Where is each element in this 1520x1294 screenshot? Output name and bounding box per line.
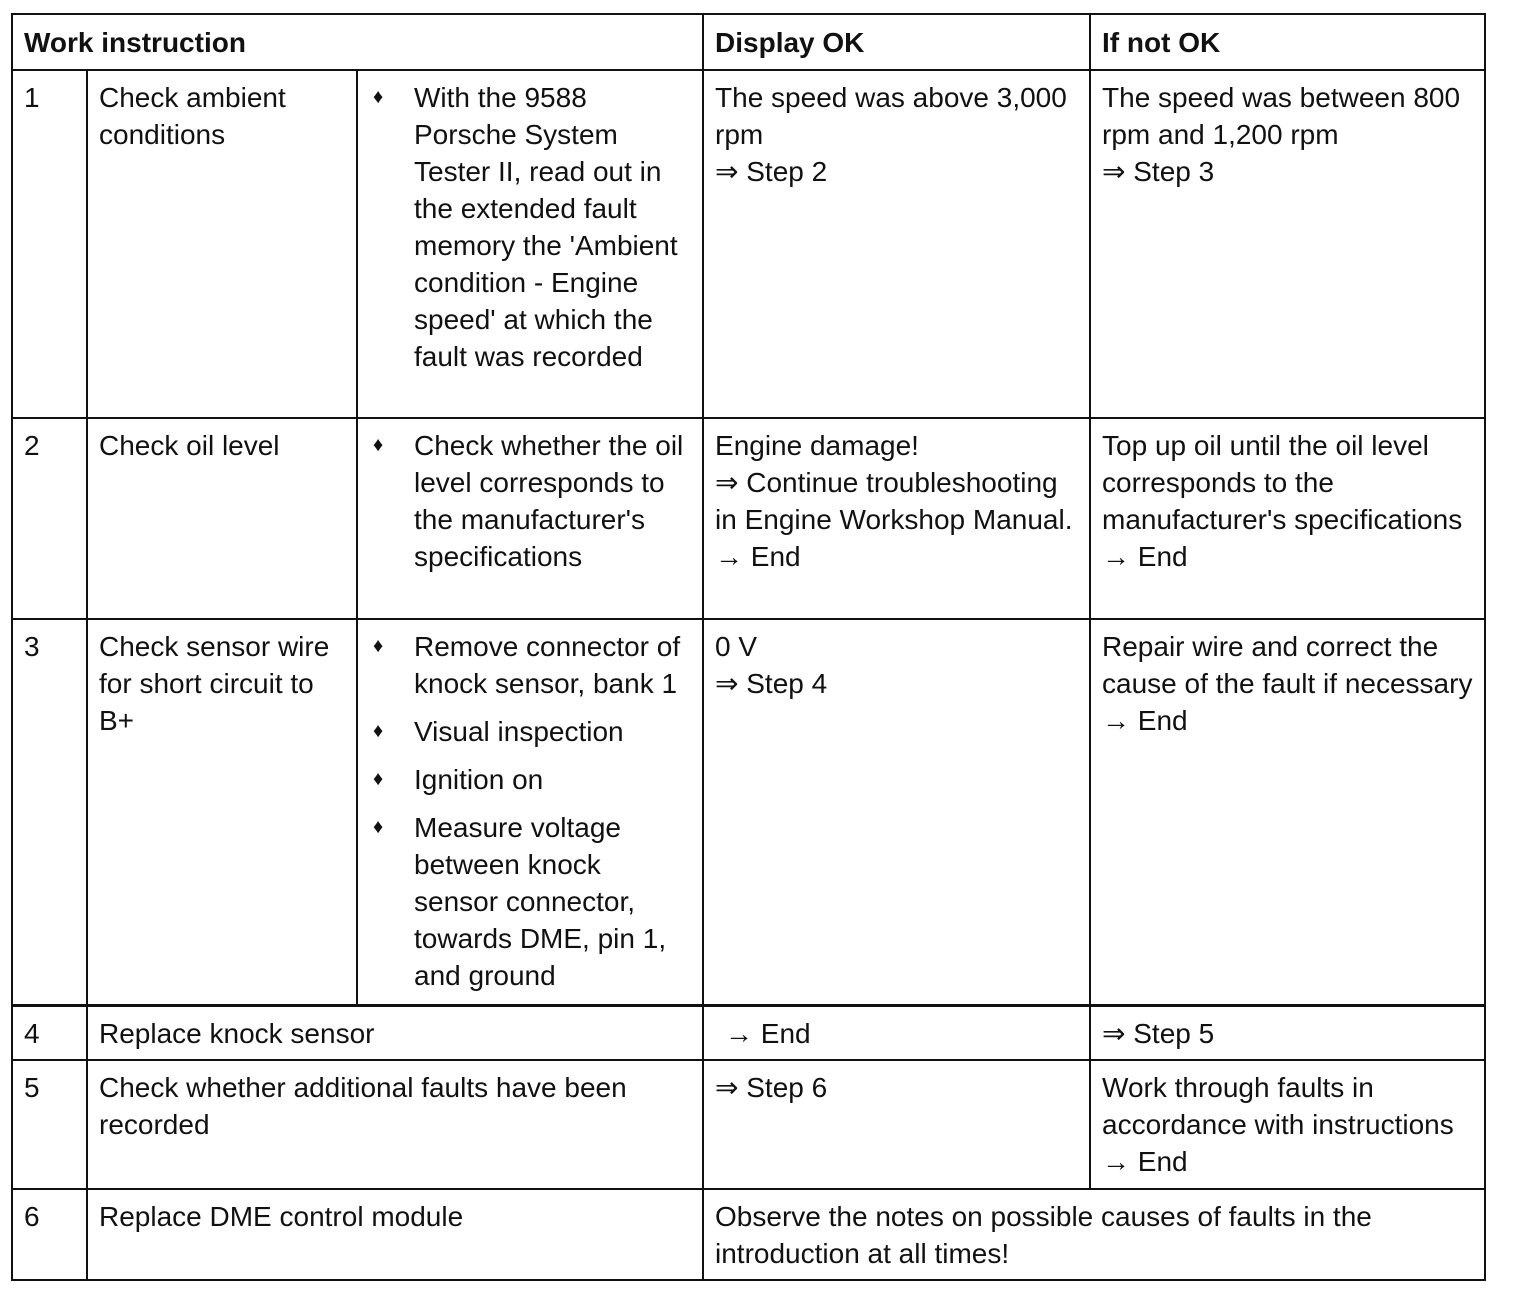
instruction-text: Measure voltage between knock sensor connector, towards DME, pin 1, and ground <box>414 812 667 991</box>
display-ok-cell <box>703 1005 1090 1060</box>
header-display-ok: Display OK <box>703 14 1090 70</box>
list-item <box>369 713 692 750</box>
not-ok-end: → End <box>1102 541 1188 572</box>
step-number: 1 <box>12 70 87 418</box>
display-ok-cell <box>703 70 1090 418</box>
list-item <box>369 809 692 994</box>
display-ok-cell <box>703 619 1090 1005</box>
not-ok-text: The speed was between 800 rpm and 1,200 rpm <box>1102 82 1461 150</box>
step-action: Replace DME control module <box>87 1189 703 1280</box>
diamond-bullet-icon: ♦ <box>373 434 384 456</box>
step-number: 6 <box>12 1189 87 1280</box>
step-instructions <box>357 70 703 418</box>
step-action: Check ambient conditions <box>87 70 357 418</box>
header-if-not-ok: If not OK <box>1090 14 1485 70</box>
instruction-text: Check whether the oil level corresponds to the manufacturer's specifications <box>414 430 684 572</box>
step-action: Check whether additional faults have been recorded <box>87 1060 703 1189</box>
general-note: Observe the notes on possible causes of faults in the introduction at all times! <box>703 1189 1485 1280</box>
instruction-text: With the 9588 Porsche System Tester II, read out in the extended fault memory the 'Ambient condition - Engine speed' at which the fault was recorded <box>414 82 678 372</box>
ok-next-step: ⇒ Step 6 <box>715 1072 828 1103</box>
ok-text: 0 V <box>715 631 758 662</box>
not-ok-cell <box>1090 1005 1485 1060</box>
ok-end: → End <box>725 1017 811 1049</box>
display-ok-cell <box>703 1060 1090 1189</box>
not-ok-end: → End <box>1102 705 1188 736</box>
step-number: 2 <box>12 418 87 619</box>
step-action: Replace knock sensor <box>87 1005 703 1060</box>
table-row <box>12 1005 1485 1060</box>
table-row <box>12 1060 1485 1189</box>
instruction-text: Visual inspection <box>414 716 624 747</box>
ok-text: Engine damage! <box>715 430 919 461</box>
list-item <box>369 427 692 575</box>
step-action: Check oil level <box>87 418 357 619</box>
step-action: Check sensor wire for short circuit to B+ <box>87 619 357 1005</box>
step-instructions <box>357 619 703 1005</box>
not-ok-cell <box>1090 619 1485 1005</box>
table-row <box>12 70 1485 418</box>
step-number: 3 <box>12 619 87 1005</box>
step-instructions <box>357 418 703 619</box>
not-ok-text: Work through faults in accordance with instructions <box>1102 1072 1454 1140</box>
ok-next-step: ⇒ Step 2 <box>715 156 828 187</box>
not-ok-text: Repair wire and correct the cause of the fault if necessary <box>1102 631 1473 699</box>
not-ok-cell <box>1090 1060 1485 1189</box>
table-row <box>12 1189 1485 1280</box>
instruction-text: Remove connector of knock sensor, bank 1 <box>414 631 681 699</box>
ok-end: → End <box>715 541 801 572</box>
diamond-bullet-icon: ♦ <box>373 635 384 657</box>
not-ok-next-step: ⇒ Step 5 <box>1102 1017 1215 1049</box>
not-ok-cell <box>1090 70 1485 418</box>
not-ok-end: → End <box>1102 1146 1188 1177</box>
instruction-text: Ignition on <box>414 764 544 795</box>
list-item <box>369 761 692 798</box>
ok-next-step: ⇒ Step 4 <box>715 668 828 699</box>
diamond-bullet-icon: ♦ <box>373 816 384 838</box>
header-work-instruction: Work instruction <box>12 14 703 70</box>
step-number: 5 <box>12 1060 87 1189</box>
list-item <box>369 628 692 702</box>
ok-text: The speed was above 3,000 rpm <box>715 82 1067 150</box>
diamond-bullet-icon: ♦ <box>373 86 384 108</box>
work-instruction-table <box>11 13 1486 1281</box>
not-ok-cell <box>1090 418 1485 619</box>
table-row <box>12 418 1485 619</box>
ok-next-step: ⇒ Continue troubleshooting in Engine Workshop Manual. <box>715 467 1073 535</box>
not-ok-next-step: ⇒ Step 3 <box>1102 156 1215 187</box>
list-item <box>369 79 692 375</box>
step-number: 4 <box>12 1005 87 1060</box>
diamond-bullet-icon: ♦ <box>373 768 384 790</box>
table-header-row <box>12 14 1485 70</box>
table-row <box>12 619 1485 1005</box>
diamond-bullet-icon: ♦ <box>373 720 384 742</box>
display-ok-cell <box>703 418 1090 619</box>
not-ok-text: Top up oil until the oil level corresponds to the manufacturer's specifications <box>1102 430 1463 535</box>
